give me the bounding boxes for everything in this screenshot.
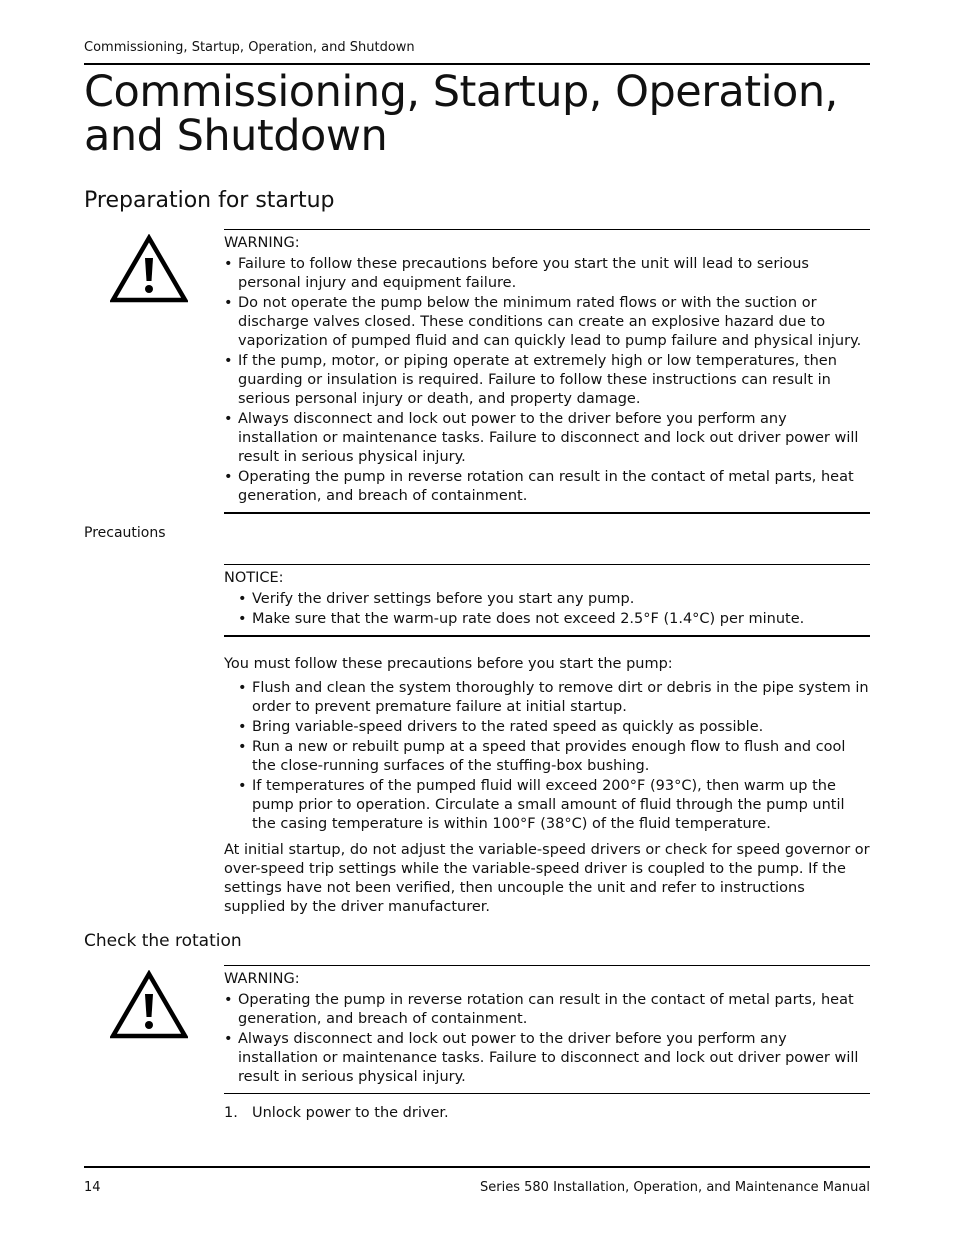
warning-item: • Operating the pump in reverse rotation can result in the contact of metal parts, heat generation, and breach of containment. xyxy=(224,468,870,506)
warning-item: • Always disconnect and lock out power to the driver before you perform any installation or maintenance tasks. Failure to disconnect and lock out driver power will result in serious physical injury. xyxy=(224,410,870,467)
precautions-list xyxy=(224,679,870,835)
header-rule xyxy=(84,63,870,65)
section-heading-rotation: Check the rotation xyxy=(84,931,242,951)
running-header: Commissioning, Startup, Operation, and Shutdown xyxy=(84,40,415,55)
section-heading-preparation: Preparation for startup xyxy=(84,188,335,213)
warning-label: WARNING: xyxy=(224,971,300,987)
footer-rule xyxy=(84,1166,870,1168)
list-item: • Run a new or rebuilt pump at a speed that provides enough flow to flush and cool the close-running surfaces of the stuffing-box bushing. xyxy=(224,738,870,776)
warning-item: • Do not operate the pump below the minimum rated flows or with the suction or discharge valves closed. These conditions can create an explosive hazard due to vaporization of pumped fluid and can quickly lead to pump failure and physical injury. xyxy=(224,294,870,351)
step-number: 1. xyxy=(224,1105,238,1121)
warning-box-preparation xyxy=(224,229,870,514)
list-item: • If temperatures of the pumped fluid will exceed 200°F (93°C), then warm up the pump prior to operation. Circulate a small amount of fluid through the pump until the casing temperature is within 100°F (38°C) of the fluid temperature. xyxy=(224,777,870,834)
subheading-precautions: Precautions xyxy=(84,525,166,541)
warning-item: • Always disconnect and lock out power to the driver before you perform any installation or maintenance tasks. Failure to disconnect and lock out driver power will result in serious physical injury. xyxy=(224,1030,870,1087)
warning-label: WARNING: xyxy=(224,235,300,251)
page-number: 14 xyxy=(84,1180,101,1195)
footer-manual-title: Series 580 Installation, Operation, and Maintenance Manual xyxy=(480,1180,870,1195)
notice-box xyxy=(224,564,870,637)
warning-item: • Operating the pump in reverse rotation can result in the contact of metal parts, heat generation, and breach of containment. xyxy=(224,991,870,1029)
warning-item: • Failure to follow these precautions before you start the unit will lead to serious personal injury and equipment failure. xyxy=(224,255,870,293)
precautions-closing: At initial startup, do not adjust the variable-speed drivers or check for speed governor or over-speed trip settings while the variable-speed driver is coupled to the pump. If the settings have not been verified, then uncouple the unit and refer to instructions supplied by the driver manufacturer. xyxy=(224,842,870,915)
warning-triangle-icon xyxy=(110,234,188,304)
page-title: Commissioning, Startup, Operation, and Shutdown xyxy=(84,67,838,161)
procedure-step xyxy=(224,1104,870,1123)
list-item: • Flush and clean the system thoroughly to remove dirt or debris in the pipe system in order to prevent premature failure at initial startup. xyxy=(224,679,870,717)
warning-item: • If the pump, motor, or piping operate at extremely high or low temperatures, then guarding or insulation is required. Failure to follow these instructions can result in serious personal injury or death, and property damage. xyxy=(224,352,870,409)
step-text: Unlock power to the driver. xyxy=(252,1105,449,1121)
warning-box-rotation xyxy=(224,965,870,1094)
notice-item: • Make sure that the warm-up rate does not exceed 2.5°F (1.4°C) per minute. xyxy=(224,610,870,629)
notice-label: NOTICE: xyxy=(224,570,284,586)
procedure-steps xyxy=(224,1104,870,1123)
warning-triangle-icon xyxy=(110,970,188,1040)
precautions-intro: You must follow these precautions before you start the pump: xyxy=(224,656,673,672)
list-item: • Bring variable-speed drivers to the rated speed as quickly as possible. xyxy=(224,718,870,737)
notice-item: • Verify the driver settings before you start any pump. xyxy=(224,590,870,609)
